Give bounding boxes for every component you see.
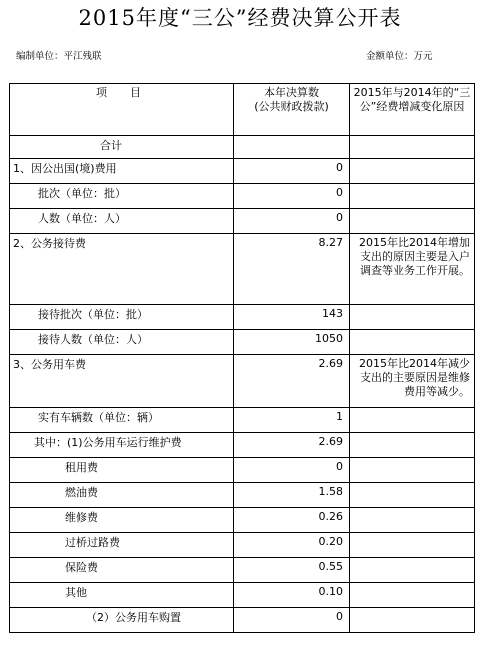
row-amount: 0.26: [234, 508, 350, 533]
page-title: 2015年度“三公”经费决算公开表: [78, 6, 402, 30]
table-row: [10, 508, 475, 533]
row-amount: [234, 136, 350, 159]
compiler-label: 编制单位：平江残联: [16, 51, 102, 62]
row-reason: 2015年比2014年增加支出的原因主要是入户调查等业务工作开展。: [350, 234, 475, 305]
row-reason: [350, 533, 475, 558]
row-label: 其他: [10, 583, 234, 608]
table-row: [10, 355, 475, 408]
row-amount: 0.20: [234, 533, 350, 558]
row-amount: 1.58: [234, 483, 350, 508]
header-item: 项 目: [10, 84, 234, 136]
table-row: [10, 583, 475, 608]
row-amount: 1: [234, 408, 350, 433]
row-reason: [350, 184, 475, 209]
table-row: [10, 608, 475, 633]
header-amount: [234, 84, 350, 136]
header-amount-line2: (公共财政拨款): [254, 100, 329, 113]
table-row: [10, 433, 475, 458]
row-amount: 8.27: [234, 234, 350, 305]
row-reason: [350, 433, 475, 458]
row-label: 接待人数（单位：人）: [10, 330, 234, 355]
row-amount: 0: [234, 184, 350, 209]
row-label: 接待批次（单位：批）: [10, 305, 234, 330]
row-label: 1、因公出国(境)费用: [10, 159, 234, 184]
table-row: [10, 234, 475, 305]
row-reason: [350, 136, 475, 159]
row-amount: 0: [234, 608, 350, 633]
row-amount: 143: [234, 305, 350, 330]
row-amount: 0.55: [234, 558, 350, 583]
row-reason: [350, 209, 475, 234]
row-label: （2）公务用车购置: [10, 608, 234, 633]
row-label: 过桥过路费: [10, 533, 234, 558]
row-label: 租用费: [10, 458, 234, 483]
table-row: [10, 136, 475, 159]
table-row: [10, 408, 475, 433]
table-row: [10, 558, 475, 583]
row-reason: [350, 408, 475, 433]
row-reason: [350, 508, 475, 533]
row-label: 维修费: [10, 508, 234, 533]
table-row: [10, 159, 475, 184]
table-row: [10, 533, 475, 558]
table-row: [10, 330, 475, 355]
row-amount: 0.10: [234, 583, 350, 608]
row-reason: [350, 458, 475, 483]
row-reason: [350, 608, 475, 633]
unit-label: 金额单位：万元: [366, 51, 433, 62]
row-label: 其中：(1)公务用车运行维护费: [10, 433, 234, 458]
header-reason: 2015年与2014年的“三公”经费增减变化原因: [350, 84, 475, 136]
row-label: 实有车辆数（单位：辆）: [10, 408, 234, 433]
row-amount: 0: [234, 209, 350, 234]
row-reason: [350, 558, 475, 583]
table-row: [10, 305, 475, 330]
row-reason: [350, 483, 475, 508]
table-row: [10, 458, 475, 483]
header-row: [10, 84, 475, 136]
table-row: [10, 483, 475, 508]
row-amount: 0: [234, 458, 350, 483]
row-amount: 2.69: [234, 433, 350, 458]
row-amount: 1050: [234, 330, 350, 355]
row-label: 3、公务用车费: [10, 355, 234, 408]
expense-table: [9, 83, 475, 633]
row-reason: [350, 330, 475, 355]
row-label: 人数（单位：人）: [10, 209, 234, 234]
row-label: 合计: [10, 136, 234, 159]
table-row: [10, 184, 475, 209]
row-amount: 0: [234, 159, 350, 184]
row-label: 燃油费: [10, 483, 234, 508]
header-amount-line1: 本年决算数: [264, 86, 319, 99]
row-reason: [350, 305, 475, 330]
row-reason: [350, 159, 475, 184]
row-reason: [350, 583, 475, 608]
row-amount: 2.69: [234, 355, 350, 408]
row-label: 保险费: [10, 558, 234, 583]
row-label: 2、公务接待费: [10, 234, 234, 305]
table-row: [10, 209, 475, 234]
row-reason: 2015年比2014年减少支出的主要原因是维修费用等减少。: [350, 355, 475, 408]
row-label: 批次（单位：批）: [10, 184, 234, 209]
